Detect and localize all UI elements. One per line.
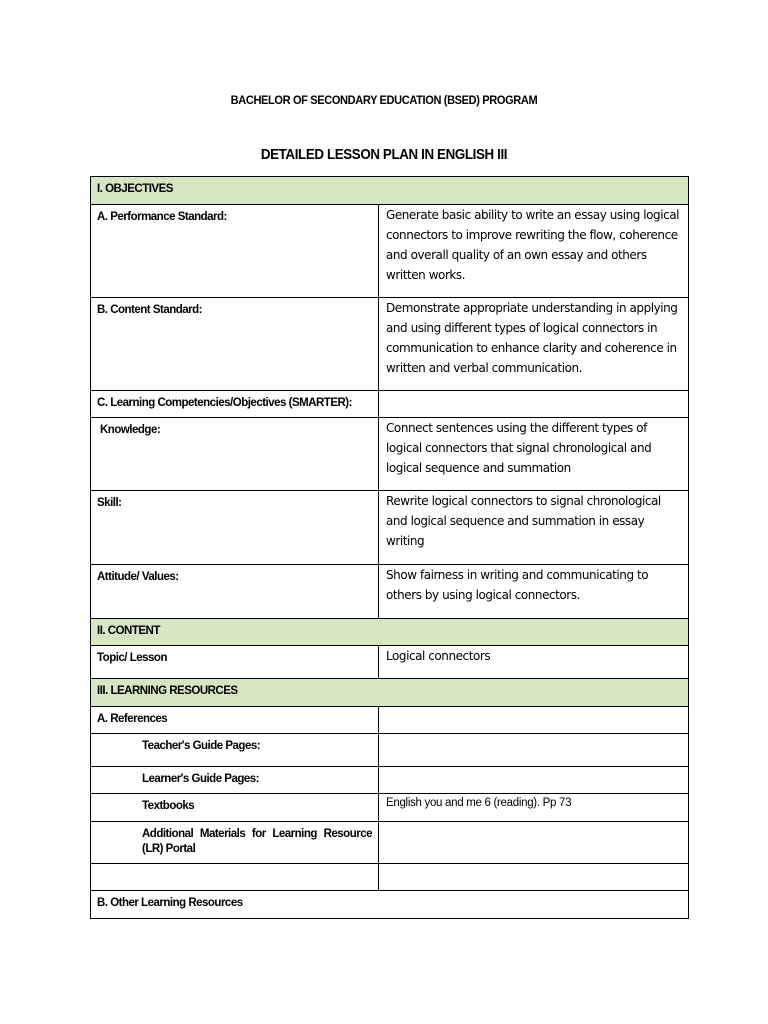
section-heading-objectives: I. OBJECTIVES — [97, 183, 173, 195]
row-other-resources — [91, 891, 689, 919]
row-content-standard — [91, 298, 689, 391]
content-standard-value: Demonstrate appropriate understanding in applying and using different types of logical connectors in communication to enhance clarity and coherence in written and verbal communication. — [386, 301, 678, 375]
section-heading-content: II. CONTENT — [97, 625, 160, 637]
row-references — [91, 707, 689, 734]
row-learners-guide — [91, 767, 689, 794]
row-competencies — [91, 391, 689, 418]
row-topic — [91, 646, 689, 679]
textbooks-label: Textbooks — [142, 800, 195, 812]
row-attitude — [91, 565, 689, 619]
row-performance-standard — [91, 205, 689, 298]
program-heading: BACHELOR OF SECONDARY EDUCATION (BSED) PROGRAM — [230, 93, 538, 107]
attitude-value: Show fairness in writing and communicating to others by using logical connectors. — [386, 568, 649, 602]
row-empty — [91, 864, 689, 891]
topic-label: Topic/ Lesson — [97, 652, 167, 664]
topic-value: Logical connectors — [386, 649, 491, 663]
performance-standard-value: Generate basic ability to write an essay using logical connectors to improve rewriting the flow, coherence and overall quality of an own essay and others written works. — [386, 208, 680, 282]
performance-standard-label: A. Performance Standard: — [97, 211, 227, 223]
row-additional-materials — [91, 822, 689, 864]
skill-value: Rewrite logical connectors to signal chronological and logical sequence and summation in essay writing — [386, 494, 661, 548]
document-title: DETAILED LESSON PLAN IN ENGLISH III — [260, 147, 508, 163]
other-resources-label: B. Other Learning Resources — [97, 897, 243, 909]
references-label: A. References — [97, 713, 168, 725]
learners-guide-label: Learner's Guide Pages: — [142, 773, 260, 785]
content-standard-label: B. Content Standard: — [97, 304, 202, 316]
section-row-objectives — [91, 177, 689, 205]
section-row-resources — [91, 679, 689, 707]
knowledge-label: Knowledge: — [100, 424, 161, 436]
skill-label: Skill: — [97, 497, 122, 509]
lesson-plan-table — [90, 176, 689, 919]
row-skill — [91, 491, 689, 565]
attitude-label: Attitude/ Values: — [97, 571, 179, 583]
row-teachers-guide — [91, 734, 689, 767]
section-row-content — [91, 619, 689, 646]
competencies-label: C. Learning Competencies/Objectives (SMARTER): — [97, 397, 352, 409]
additional-materials-label: Additional Materials for Learning Resource (LR) Portal — [142, 828, 372, 855]
knowledge-value: Connect sentences using the different types of logical connectors that signal chronological and logical sequence and summation — [386, 421, 652, 475]
row-knowledge — [91, 418, 689, 491]
row-textbooks — [91, 794, 689, 822]
textbooks-value: English you and me 6 (reading). Pp 73 — [386, 797, 572, 809]
teachers-guide-label: Teacher's Guide Pages: — [142, 740, 261, 752]
section-heading-resources: III. LEARNING RESOURCES — [97, 685, 238, 697]
